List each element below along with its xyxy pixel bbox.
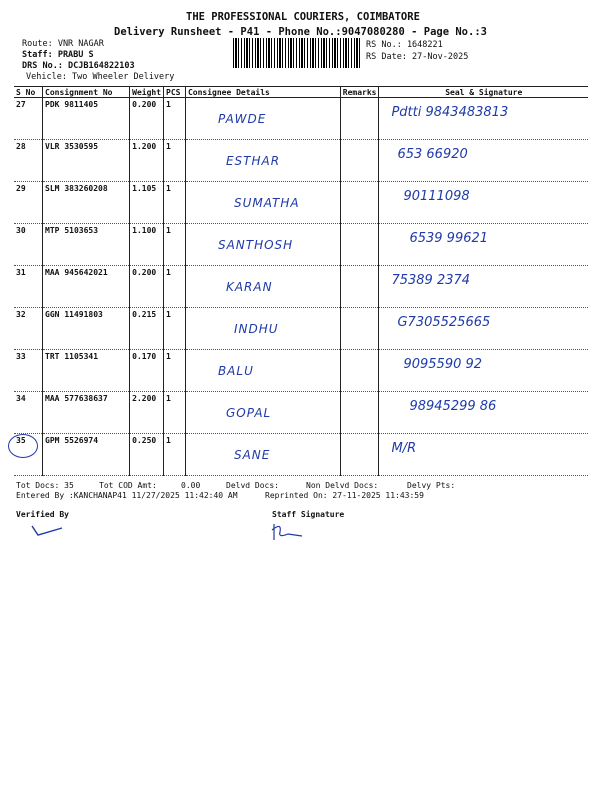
row-pcs: 1 [164,140,186,182]
row-consignment: SLM 383260208 [43,182,130,224]
row-weight: 2.200 [130,392,164,434]
row-consignee [185,434,340,476]
row-weight: 0.215 [130,308,164,350]
row-pcs: 1 [164,182,186,224]
table-row [14,140,588,182]
row-consignee [185,224,340,266]
rs-date: RS Date: 27-Nov-2025 [366,52,469,62]
drs-number: DRS No.: DCJB164822103 [22,61,135,71]
row-weight: 0.200 [130,98,164,140]
row-signature [379,140,588,182]
row-signature-handwriting: 98945299 86 [409,399,497,414]
table-row [14,224,588,266]
row-remarks [340,434,379,476]
row-signature [379,266,588,308]
row-signature [379,392,588,434]
col-signature: Seal & Signature [379,87,588,98]
row-consignment: VLR 3530595 [43,140,130,182]
row-pcs: 1 [164,98,186,140]
row-sno: 27 [14,98,43,140]
row-consignment: MAA 577638637 [43,392,130,434]
rs-number: RS No.: 1648221 [366,40,443,50]
row-sno: 31 [14,266,43,308]
row-consignment: MAA 945642021 [43,266,130,308]
row-consignee-handwriting: SANTHOSH [217,238,294,252]
delvd-docs: Delvd Docs: [226,481,279,490]
row-consignee-handwriting: PAWDE [217,112,267,126]
table-row [14,182,588,224]
row-pcs: 1 [164,434,186,476]
row-remarks [340,308,379,350]
row-consignee [185,392,340,434]
tot-cod-label: Tot COD Amt: [99,481,157,490]
row-pcs: 1 [164,392,186,434]
row-weight: 0.170 [130,350,164,392]
table-row [14,434,588,476]
row-signature-handwriting: M/R [391,441,417,456]
table-row [14,308,588,350]
table-row [14,350,588,392]
table-row [14,266,588,308]
tot-cod-value: 0.00 [181,481,201,490]
row-signature [379,98,588,140]
runsheet-subtitle: Delivery Runsheet - P41 - Phone No.:9047080280 - Page No.:3 [114,26,487,38]
row-sno: 34 [14,392,43,434]
row-consignee-handwriting: GOPAL [225,406,272,420]
row-pcs: 1 [164,224,186,266]
non-delvd-docs: Non Delvd Docs: [306,481,379,490]
row-weight: 1.105 [130,182,164,224]
vehicle-label: Vehicle: Two Wheeler Delivery [26,72,175,82]
row-consignee-handwriting: SANE [233,448,271,462]
row-consignee-handwriting: ESTHAR [225,154,281,168]
route-label: Route: VNR NAGAR [22,39,104,49]
row-consignee [185,308,340,350]
row-consignee-handwriting: KARAN [225,280,273,294]
row-sno: 30 [14,224,43,266]
row-weight: 0.250 [130,434,164,476]
row-sno: 33 [14,350,43,392]
row-sno: 35 [14,434,43,476]
col-weight: Weight [130,87,164,98]
row-consignee [185,266,340,308]
row-signature-handwriting: 75389 2374 [391,273,471,288]
row-weight: 1.200 [130,140,164,182]
row-remarks [340,224,379,266]
col-consignee: Consignee Details [185,87,340,98]
row-consignee [185,98,340,140]
row-consignee-handwriting: SUMATHA [233,196,300,210]
row-sno: 29 [14,182,43,224]
delvy-pts: Delvy Pts: [407,481,456,490]
circle-mark [8,434,38,458]
col-pcs: PCS [164,87,186,98]
staff-label: Staff: PRABU S [22,50,94,60]
row-signature-handwriting: G7305525665 [397,315,491,330]
row-consignment: TRT 1105341 [43,350,130,392]
reprinted-on: Reprinted On: 27-11-2025 11:43:59 [265,491,424,500]
row-consignment: GGN 11491803 [43,308,130,350]
row-signature [379,350,588,392]
row-signature-handwriting: 90111098 [403,189,470,204]
row-signature-handwriting: 9095590 92 [403,357,483,372]
row-signature [379,308,588,350]
row-pcs: 1 [164,350,186,392]
staff-signature-label: Staff Signature [272,510,345,519]
row-sno: 28 [14,140,43,182]
col-consignment: Consignment No [43,87,130,98]
row-remarks [340,98,379,140]
col-remarks: Remarks [340,87,379,98]
table-row [14,392,588,434]
row-consignee-handwriting: INDHU [233,322,279,336]
entered-by: Entered By :KANCHANAP41 11/27/2025 11:42:40 AM [16,491,238,500]
row-signature-handwriting: 653 66920 [397,147,468,162]
barcode [233,38,361,68]
row-pcs: 1 [164,266,186,308]
row-consignee [185,350,340,392]
row-remarks [340,350,379,392]
row-consignee-handwriting: BALU [217,364,254,378]
table-row [14,98,588,140]
row-consignment: GPM 5526974 [43,434,130,476]
row-signature [379,182,588,224]
row-remarks [340,266,379,308]
row-signature-handwriting: Pdtti 9843483813 [391,105,509,120]
row-weight: 1.100 [130,224,164,266]
row-remarks [340,392,379,434]
row-weight: 0.200 [130,266,164,308]
row-pcs: 1 [164,308,186,350]
row-signature [379,434,588,476]
col-sno: S No [14,87,43,98]
row-sno: 32 [14,308,43,350]
company-title: THE PROFESSIONAL COURIERS, COIMBATORE [186,11,420,23]
row-consignment: PDK 9811405 [43,98,130,140]
row-consignee [185,140,340,182]
verified-by-label: Verified By [16,510,69,519]
tot-docs: Tot Docs: 35 [16,481,74,490]
row-remarks [340,182,379,224]
row-signature-handwriting: 6539 99621 [409,231,489,246]
runsheet-table [14,86,588,476]
row-consignee [185,182,340,224]
table-header-row [14,87,588,98]
row-consignment: MTP 5103653 [43,224,130,266]
row-remarks [340,140,379,182]
row-signature [379,224,588,266]
staff-signature [268,520,308,544]
verified-signature [28,520,68,540]
